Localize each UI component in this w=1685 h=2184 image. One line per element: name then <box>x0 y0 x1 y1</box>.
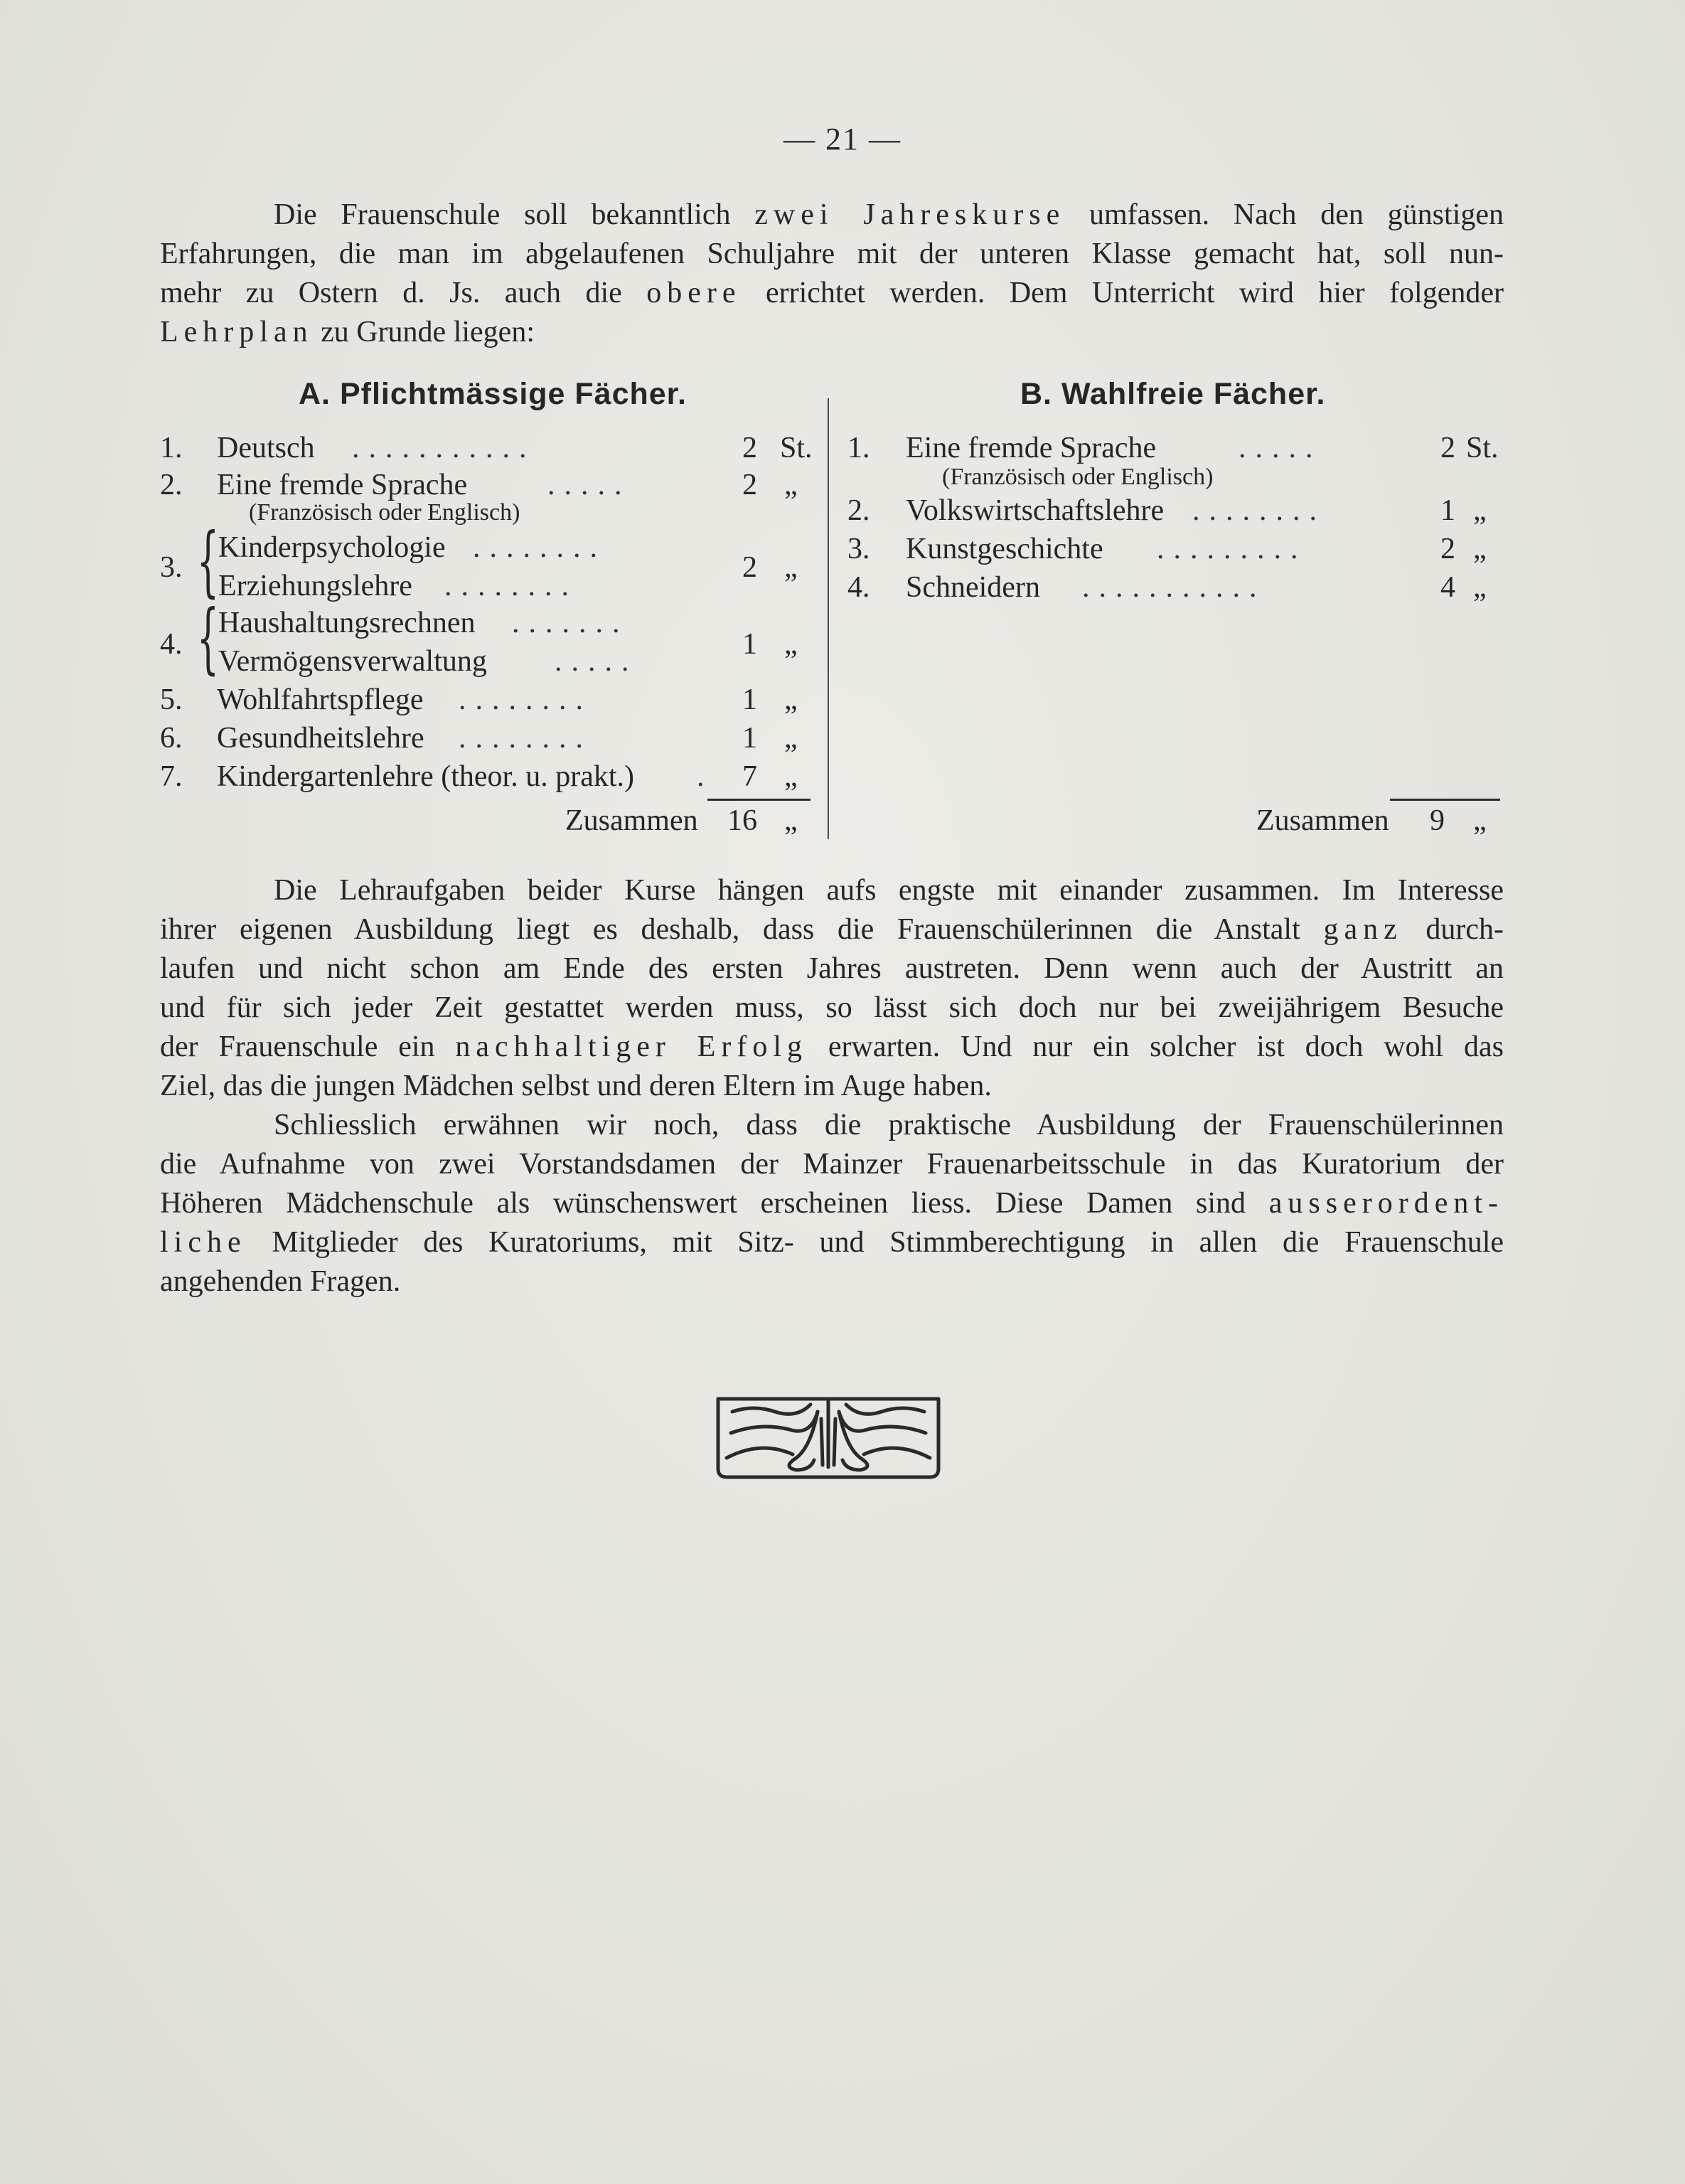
leader-dots: ..... <box>555 645 638 678</box>
item-unit: St. <box>1466 432 1499 464</box>
sum-line <box>1390 799 1500 801</box>
curly-brace: { <box>197 594 219 683</box>
list-item <box>160 681 814 718</box>
leader-dots: ........ <box>444 570 578 602</box>
item-hours: 2 <box>742 432 757 464</box>
list-item <box>160 467 814 504</box>
item-unit: St. <box>780 432 813 464</box>
item-subject: Kinderpsychologie <box>218 531 446 564</box>
item-hours: 2 <box>1440 533 1455 565</box>
paragraph-3 <box>160 1106 1504 1301</box>
sum-line <box>707 799 811 801</box>
item-subject: Kindergartenlehre (theor. u. prakt.) <box>217 760 634 793</box>
item-unit: „ <box>1473 533 1487 565</box>
leader-dots: ........ <box>459 683 592 716</box>
leader-dots: ......... <box>1157 533 1307 565</box>
p3-line-3: Höheren Mädchenschule als wünschenswert erscheinen liess. Diese Damen sind ausserordent- <box>160 1187 1504 1220</box>
list-item <box>847 569 1509 606</box>
list-item <box>160 430 814 467</box>
list-item <box>847 531 1509 568</box>
item-unit: „ <box>784 683 798 716</box>
item-subject: Schneidern <box>906 571 1040 604</box>
item-subject-2: Erziehungslehre <box>218 570 412 602</box>
item-number: 1. <box>160 432 183 464</box>
total-unit: „ <box>1473 804 1487 837</box>
item-unit: „ <box>784 760 798 793</box>
item-subject-2: Vermögensverwaltung <box>218 645 487 678</box>
item-hours: 2 <box>1440 432 1455 464</box>
intro-line-3: mehr zu Ostern d. Js. auch die obere errichtet werden. Dem Unterricht wird hier folgender <box>160 277 1504 309</box>
item-unit: „ <box>784 469 798 501</box>
item-number: 4. <box>160 628 183 661</box>
item-number: 6. <box>160 722 183 755</box>
section-a-heading: A. Pflichtmässige Fächer. <box>299 377 687 411</box>
item-number: 4. <box>847 571 870 604</box>
leader-dots: ........... <box>352 432 536 464</box>
item-subject: Gesundheitslehre <box>217 722 424 755</box>
p3-line-4: liche Mitglieder des Kuratoriums, mit Sitz- und Stimmberechtigung in allen die Frauenschule <box>160 1226 1504 1259</box>
item-number: 3. <box>847 533 870 565</box>
leader-dots: ........ <box>473 531 606 564</box>
leader-dots: ..... <box>547 469 631 501</box>
item-unit: „ <box>1473 494 1487 527</box>
item-number: 2. <box>847 494 870 527</box>
leader-dots: ........ <box>459 722 592 755</box>
item-subject: Deutsch <box>217 432 315 464</box>
intro-paragraph <box>160 196 1504 352</box>
item-subject: Wohlfahrtspflege <box>217 683 424 716</box>
item-hours: 1 <box>1440 494 1455 527</box>
p2-line-5: der Frauenschule ein nachhaltiger Erfolg erwarten. Und nur ein solcher ist doch wohl das <box>160 1030 1504 1063</box>
item-subject: Kunstgeschichte <box>906 533 1103 565</box>
leader-dots: ........... <box>1082 571 1266 604</box>
language-note: (Französisch oder Englisch) <box>249 499 520 526</box>
item-hours: 2 <box>742 551 757 584</box>
section-b-heading: B. Wahlfreie Fächer. <box>1020 377 1326 411</box>
list-item <box>847 430 1509 467</box>
total-unit: „ <box>784 804 798 837</box>
intro-line-4: Lehrplan zu Grunde liegen: <box>160 316 535 348</box>
item-unit: „ <box>784 628 798 661</box>
list-item <box>160 758 814 795</box>
item-unit: „ <box>784 722 798 755</box>
p3-line-1: Schliesslich erwähnen wir noch, dass die praktische Ausbildung der Frauenschülerinnen <box>274 1109 1504 1141</box>
item-hours: 7 <box>742 760 757 793</box>
total-label: Zusammen <box>1256 804 1389 837</box>
item-subject: Eine fremde Sprache <box>217 469 468 501</box>
item-hours: 2 <box>742 469 757 501</box>
item-hours: 1 <box>742 683 757 716</box>
column-divider <box>828 398 829 839</box>
p3-line-2: die Aufnahme von zwei Vorstandsdamen der Mainzer Frauenarbeitsschule in das Kuratorium der <box>160 1148 1504 1181</box>
list-item <box>160 594 814 683</box>
paragraph-2 <box>160 871 1504 1106</box>
page-number: — 21 — <box>783 122 902 156</box>
item-unit: „ <box>784 551 798 584</box>
item-unit: „ <box>1473 571 1487 604</box>
intro-line-2: Erfahrungen, die man im abgelaufenen Schuljahre mit der unteren Klasse gemacht hat, soll nun- <box>160 238 1504 270</box>
item-subject: Eine fremde Sprache <box>906 432 1157 464</box>
item-subject: Volkswirtschaftslehre <box>906 494 1165 527</box>
list-item <box>160 517 814 607</box>
p2-line-1: Die Lehraufgaben beider Kurse hängen aufs engste mit einander zusammen. Im Interesse <box>274 874 1504 907</box>
p2-line-6: Ziel, das die jungen Mädchen selbst und deren Eltern im Auge haben. <box>160 1070 992 1102</box>
leader-dots: ........ <box>1192 494 1326 527</box>
total-label: Zusammen <box>565 804 698 837</box>
curly-brace: { <box>197 517 219 606</box>
leader-dots: ..... <box>1239 432 1322 464</box>
language-note: (Französisch oder Englisch) <box>942 464 1214 490</box>
list-item <box>847 492 1509 529</box>
item-hours: 1 <box>742 628 757 661</box>
item-number: 7. <box>160 760 183 793</box>
item-number: 5. <box>160 683 183 716</box>
total-row <box>160 802 814 839</box>
p3-line-5: angehenden Fragen. <box>160 1265 401 1298</box>
total-row <box>847 802 1509 839</box>
p2-line-2: ihrer eigenen Ausbildung liegt es deshalb, dass die Frauenschülerinnen die Anstalt ganz durch- <box>160 913 1504 946</box>
item-hours: 1 <box>742 722 757 755</box>
item-number: 2. <box>160 469 183 501</box>
item-number: 1. <box>847 432 870 464</box>
p2-line-3: laufen und nicht schon am Ende des ersten Jahres austreten. Denn wenn auch der Austritt an <box>160 952 1504 985</box>
p2-line-4: und für sich jeder Zeit gestattet werden muss, so lässt sich doch nur bei zweijährigem Besuche <box>160 991 1504 1024</box>
leader-dots: ....... <box>512 607 629 639</box>
item-hours: 4 <box>1440 571 1455 604</box>
item-number: 3. <box>160 551 183 584</box>
total-hours: 9 <box>1430 804 1445 837</box>
leader-dots: . <box>697 760 714 793</box>
item-subject: Haushaltungsrechnen <box>218 607 476 639</box>
total-hours: 16 <box>727 804 757 837</box>
list-item <box>160 720 814 757</box>
ornament-icon <box>711 1390 946 1483</box>
intro-line-1: Die Frauenschule soll bekanntlich zwei Jahreskurse umfassen. Nach den günstigen <box>274 198 1504 231</box>
